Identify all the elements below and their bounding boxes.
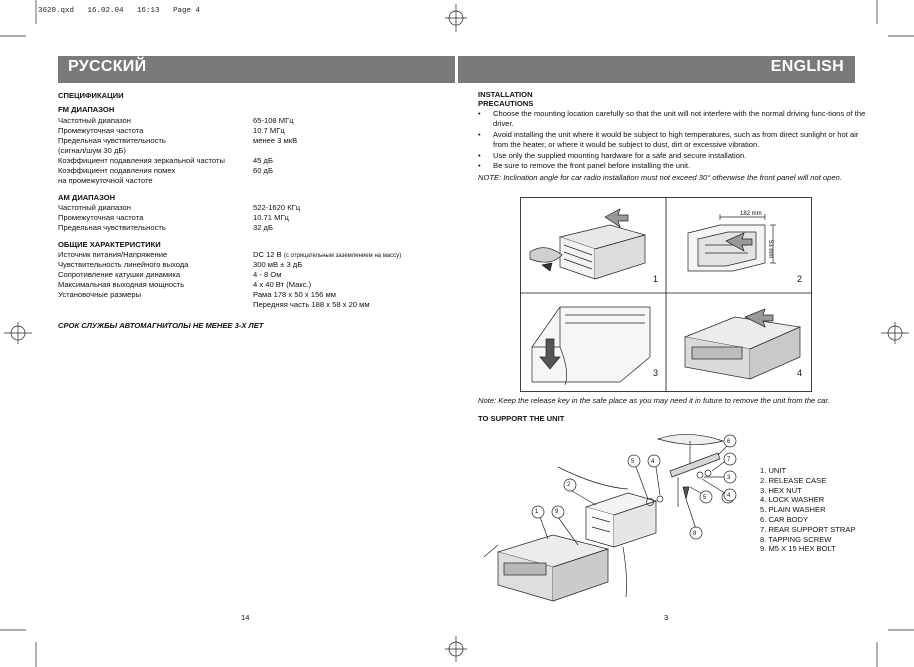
- general-row-value: 300 мВ ± 3 дБ: [253, 260, 303, 269]
- step-number: 3: [653, 368, 659, 378]
- am-row-label: Промежуточная частота: [58, 213, 144, 222]
- am-row-label: Частотный диапазон: [58, 203, 131, 212]
- dimension-width-label: 182 mm: [740, 211, 762, 217]
- step-number: 4: [797, 368, 803, 378]
- power-value: DC 12 В: [253, 250, 282, 259]
- legend-item: 6. CAR BODY: [760, 514, 809, 524]
- installation-steps-figure: [520, 197, 812, 392]
- step1-illustration: [530, 209, 645, 279]
- am-row-label: Предельная чувствительность: [58, 223, 166, 232]
- callout-number: 4: [651, 459, 655, 465]
- right-banner-title: ENGLISH: [770, 58, 844, 75]
- callout-number: 8: [693, 531, 697, 537]
- am-row-value: 32 дБ: [253, 223, 273, 232]
- am-row-value: 522-1620 КГц: [253, 203, 301, 212]
- step-number: 2: [797, 274, 803, 284]
- print-slug: 3620.qxd 16.02.04 16:13 Page 4: [38, 7, 201, 15]
- callout-number: 1: [535, 509, 539, 515]
- legend-item: 9. M5 X 15 HEX BOLT: [760, 544, 836, 554]
- bullet-dot: •: [478, 109, 481, 118]
- general-row-label: Источник питания/Напряжение: [58, 250, 168, 259]
- spec-title: СПЕЦИФИКАЦИИ: [58, 91, 124, 100]
- legend-item: 2. RELEASE CASE: [760, 475, 827, 485]
- precaution-text: Be sure to remove the front panel before installing the unit.: [493, 161, 691, 170]
- callout-number: 5: [703, 495, 707, 501]
- callout-number: 9: [555, 509, 559, 515]
- callout-number: 4: [727, 493, 731, 499]
- fm-row-label: Предельная чувствительность: [58, 136, 166, 145]
- legend-item: 4. LOCK WASHER: [760, 495, 825, 505]
- callout-number: 3: [727, 475, 731, 481]
- general-row-value: 4 x 40 Вт (Макс.): [253, 280, 312, 289]
- step-number: 1: [653, 274, 659, 284]
- fm-row-label: Коэффициент подавления помех: [58, 166, 176, 175]
- bullet-dot: •: [478, 161, 481, 170]
- inclination-note: NOTE: Inclination angle for car radio installation must not exceed 30° otherwise the front panel will not open.: [478, 173, 842, 182]
- step4-illustration: [685, 309, 803, 379]
- fm-row-value: 65-108 МГц: [253, 116, 294, 125]
- left-page-number: 14: [241, 613, 250, 622]
- dimension-height-label: 53 mm: [767, 240, 773, 259]
- support-heading: TO SUPPORT THE UNIT: [478, 414, 565, 423]
- general-row-value: Рама 178 x 50 x 156 мм: [253, 290, 336, 299]
- general-row-label: Установочные размеры: [58, 290, 142, 299]
- fm-row-value: 10.7 МГц: [253, 126, 285, 135]
- precaution-text: Use only the supplied mounting hardware for a safe and secure installation.: [493, 151, 747, 160]
- am-heading: AM ДИАПАЗОН: [58, 193, 116, 202]
- general-row-value: Передняя часть 188 x 58 x 20 мм: [253, 300, 370, 309]
- right-page-number: 3: [664, 613, 669, 622]
- fm-row-label: Коэффициент подавления зеркальной частоты: [58, 156, 225, 165]
- fm-heading: FM ДИАПАЗОН: [58, 105, 115, 114]
- callout-number: 6: [727, 439, 731, 445]
- legend-item: 3. HEX NUT: [760, 485, 802, 495]
- callout-number: 2: [567, 482, 571, 488]
- fm-row-label: Промежуточная частота: [58, 126, 144, 135]
- precaution-text: Choose the mounting location carefully so that the unit will not interfere with the normal driving func-tions of the driver.: [493, 109, 866, 129]
- legend-item: 1. UNIT: [760, 466, 787, 475]
- fm-row-label: (сигнал/шум 30 дБ): [58, 146, 126, 155]
- bullet-dot: •: [478, 151, 481, 160]
- legend-item: 5. PLAIN WASHER: [760, 505, 826, 515]
- precautions-heading: PRECAUTIONS: [478, 99, 534, 108]
- general-heading: ОБЩИЕ ХАРАКТЕРИСТИКИ: [58, 240, 161, 249]
- installation-heading: INSTALLATION: [478, 90, 533, 99]
- fm-row-value: менее 3 мкВ: [253, 136, 298, 145]
- fm-row-value: 60 дБ: [253, 166, 273, 175]
- service-life: СРОК СЛУЖБЫ АВТОМАГНИТОЛЫ НЕ МЕНЕЕ 3-Х ЛЕТ: [58, 321, 264, 330]
- general-row-label: Максимальная выходная мощность: [58, 280, 185, 289]
- callout-number: 5: [631, 459, 635, 465]
- general-row-value: 4 - 8 Ом: [253, 270, 282, 279]
- general-row-label: Сопротивление катушки динамика: [58, 270, 181, 279]
- support-diagram: [478, 427, 748, 602]
- fm-row-label: Частотный диапазон: [58, 116, 131, 125]
- left-banner-title: РУССКИЙ: [68, 58, 147, 75]
- callout-number: 7: [727, 457, 731, 463]
- legend-item: 8. TAPPING SCREW: [760, 534, 832, 544]
- precaution-text: Avoid installing the unit where it would be subject to high temperatures, such as from direct sunlight or hot air from the heater, or where it would be subject to dust, dirt or excessive vibration.: [493, 130, 859, 150]
- step2-illustration: [688, 214, 776, 271]
- release-key-note: Note: Keep the release key in the safe place as you may need it in future to remove the unit from the car.: [478, 396, 830, 405]
- bullet-dot: •: [478, 130, 481, 139]
- step3-illustration: [532, 307, 650, 385]
- general-row-label: Чувствительность линейного выхода: [58, 260, 189, 269]
- am-row-value: 10.71 МГц: [253, 213, 289, 222]
- fm-row-label: на промежуточной частоте: [58, 176, 153, 185]
- power-note: (с отрицательным заземлением на массу): [283, 253, 402, 259]
- legend-item: 7. REAR SUPPORT STRAP: [760, 524, 856, 534]
- parts-legend: [760, 466, 856, 554]
- fm-row-value: 45 дБ: [253, 156, 273, 165]
